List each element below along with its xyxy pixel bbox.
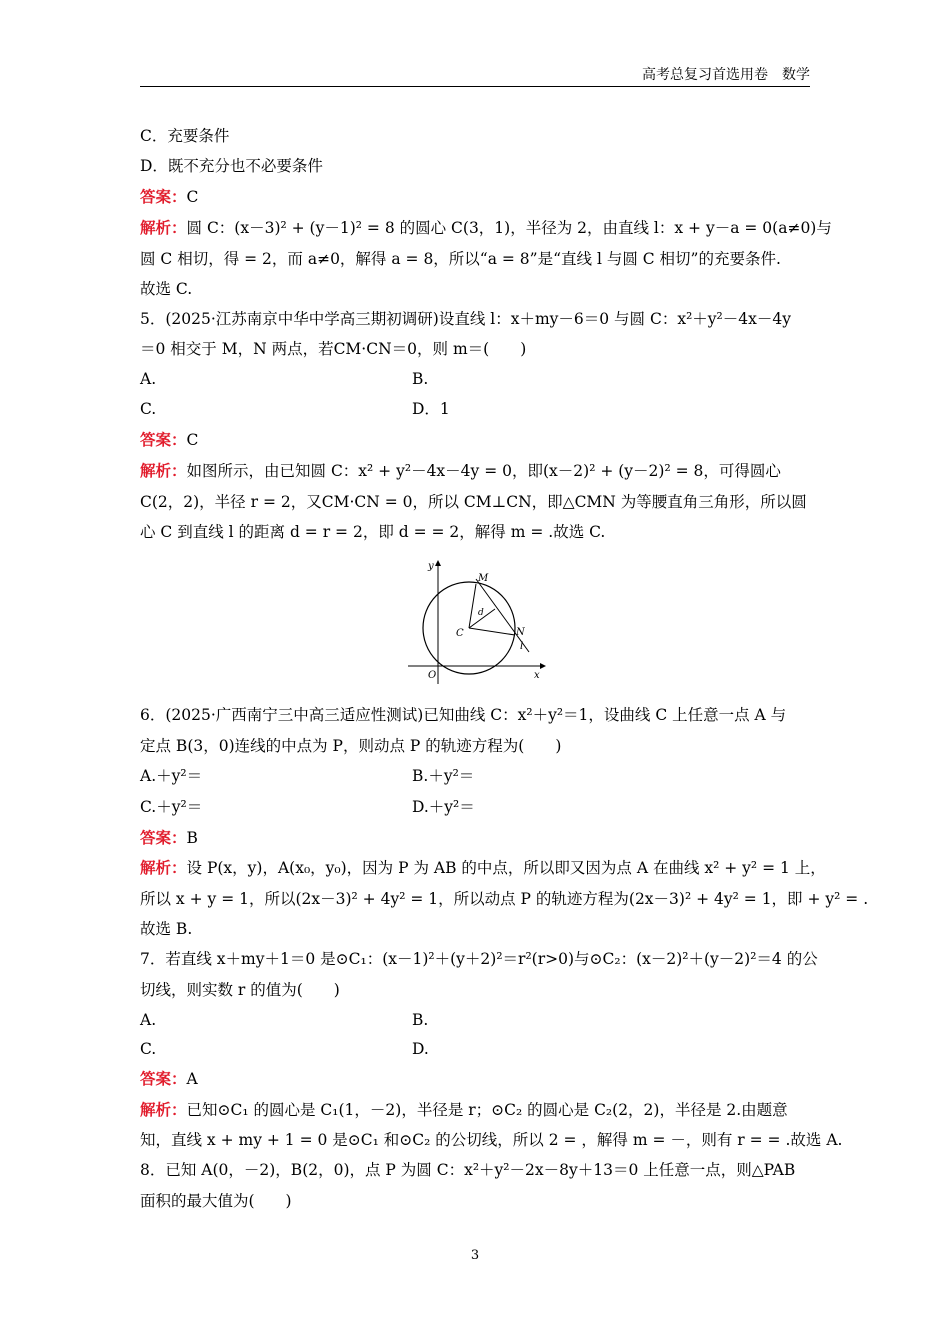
answer-line (140, 430, 812, 450)
analysis-line (140, 858, 826, 878)
question-stem: 切线，则实数 r 的值为( ) (140, 981, 340, 999)
text-line: 心 C 到直线 l 的距离 d = r = 2，即 d = = 2，解得 m = .故选 C. (140, 523, 606, 541)
option-a: A.＋y²＝ (140, 767, 203, 785)
page-header (140, 62, 810, 87)
point-label-m: M (478, 573, 489, 584)
distance-label-d: d (478, 608, 484, 618)
option-a: A. (140, 370, 157, 388)
line-label-l: l (520, 641, 524, 652)
option-row (140, 1010, 812, 1030)
answer-label: 答案： (140, 829, 187, 847)
analysis-label: 解析： (140, 859, 187, 877)
text-line: D．既不充分也不必要条件 (140, 157, 323, 175)
text-line: 故选 B. (140, 920, 193, 938)
answer-value: B (186, 829, 198, 847)
analysis-line (140, 1100, 812, 1120)
option-a: A. (140, 1011, 157, 1029)
analysis-line (140, 218, 832, 238)
option-c: C. (140, 400, 157, 418)
answer-value: A (186, 1070, 198, 1088)
option-row (140, 1039, 812, 1059)
analysis-label: 解析： (140, 219, 187, 237)
text-line: 圆 C 相切，得 = 2，而 a≠0，解得 a = 8，所以“a = 8”是“直线 l 与圆 C 相切”的充要条件. (140, 250, 781, 268)
header-text: 高考总复习首选用卷 数学 (642, 67, 810, 83)
point-label-c: C (456, 628, 464, 639)
option-row (140, 369, 812, 389)
answer-line (140, 187, 812, 207)
question-stem: 7．若直线 x＋my＋1＝0 是⊙C₁：(x－1)²＋(y＋2)²＝r²(r>0)与⊙C₂：(x－2)²＋(y－2)²＝4 的公 (140, 950, 818, 968)
axis-label-y: y (428, 561, 434, 572)
answer-label: 答案： (140, 188, 187, 206)
answer-value: C (186, 431, 199, 449)
analysis-label: 解析： (140, 1101, 187, 1119)
option-c: C.＋y²＝ (140, 798, 203, 816)
circle-figure (398, 557, 546, 687)
question-stem: 定点 B(3，0)连线的中点为 P，则动点 P 的轨迹方程为( ) (140, 737, 562, 755)
axis-label-x: x (534, 670, 540, 681)
analysis-line (140, 461, 812, 481)
answer-line (140, 1069, 812, 1089)
text-line: 知，直线 x + my + 1 = 0 是⊙C₁ 和⊙C₂ 的公切线，所以 2 = ，解得 m = －，则有 r = = .故选 A. (140, 1131, 843, 1149)
text-line: 故选 C. (140, 280, 193, 298)
option-row (140, 399, 812, 419)
question-stem: 6．(2025·广西南宁三中高三适应性测试)已知曲线 C：x²＋y²＝1，设曲线 C 上任意一点 A 与 (140, 706, 787, 724)
option-d: D. (412, 1040, 429, 1058)
analysis-text: 如图所示，由已知圆 C：x² + y²－4x－4y = 0，即(x－2)² + (y－2)² = 8，可得圆心 (186, 462, 781, 480)
question-stem: 面积的最大值为( ) (140, 1192, 292, 1210)
origin-label: O (428, 670, 437, 681)
analysis-label: 解析： (140, 462, 187, 480)
option-d: D．1 (412, 400, 450, 418)
answer-label: 答案： (140, 1070, 187, 1088)
option-c: C. (140, 1040, 157, 1058)
text-line: C(2，2)，半径 r = 2，又CM·CN = 0，所以 CM⊥CN，即△CMN 为等腰直角三角形，所以圆 (140, 493, 807, 511)
point-label-n: N (516, 627, 525, 638)
option-d: D.＋y²＝ (412, 798, 475, 816)
analysis-text: 已知⊙C₁ 的圆心是 C₁(1，－2)，半径是 r；⊙C₂ 的圆心是 C₂(2，2)，半径是 2.由题意 (186, 1101, 788, 1119)
option-row (140, 797, 812, 817)
analysis-text: 圆 C：(x－3)² + (y－1)² = 8 的圆心 C(3，1)，半径为 2，由直线 l：x + y－a = 0(a≠0)与 (186, 219, 832, 237)
option-row (140, 766, 812, 786)
analysis-text: 设 P(x，y)，A(x₀，y₀)，因为 P 为 AB 的中点，所以即又因为点 A 在曲线 x² + y² = 1 上， (186, 859, 826, 877)
text-line: C．充要条件 (140, 127, 230, 145)
option-b: B.＋y²＝ (412, 767, 475, 785)
question-stem: ＝0 相交于 M，N 两点，若CM·CN＝0，则 m＝( ) (140, 340, 527, 358)
option-b: B. (412, 370, 429, 388)
question-stem: 5．(2025·江苏南京中华中学高三期初调研)设直线 l：x＋my－6＝0 与圆 C：x²＋y²－4x－4y (140, 310, 791, 328)
text-line: 所以 x + y = 1，所以(2x－3)² + 4y² = 1，所以动点 P 的轨迹方程为(2x－3)² + 4y² = 1，即 + y² = . (140, 890, 869, 908)
answer-label: 答案： (140, 431, 187, 449)
question-stem: 8．已知 A(0，－2)，B(2，0)，点 P 为圆 C：x²＋y²－2x－8y＋13＝0 上任意一点，则△PAB (140, 1161, 796, 1179)
page-number: 3 (470, 1248, 480, 1263)
answer-value: C (186, 188, 199, 206)
answer-line (140, 828, 812, 848)
option-b: B. (412, 1011, 429, 1029)
